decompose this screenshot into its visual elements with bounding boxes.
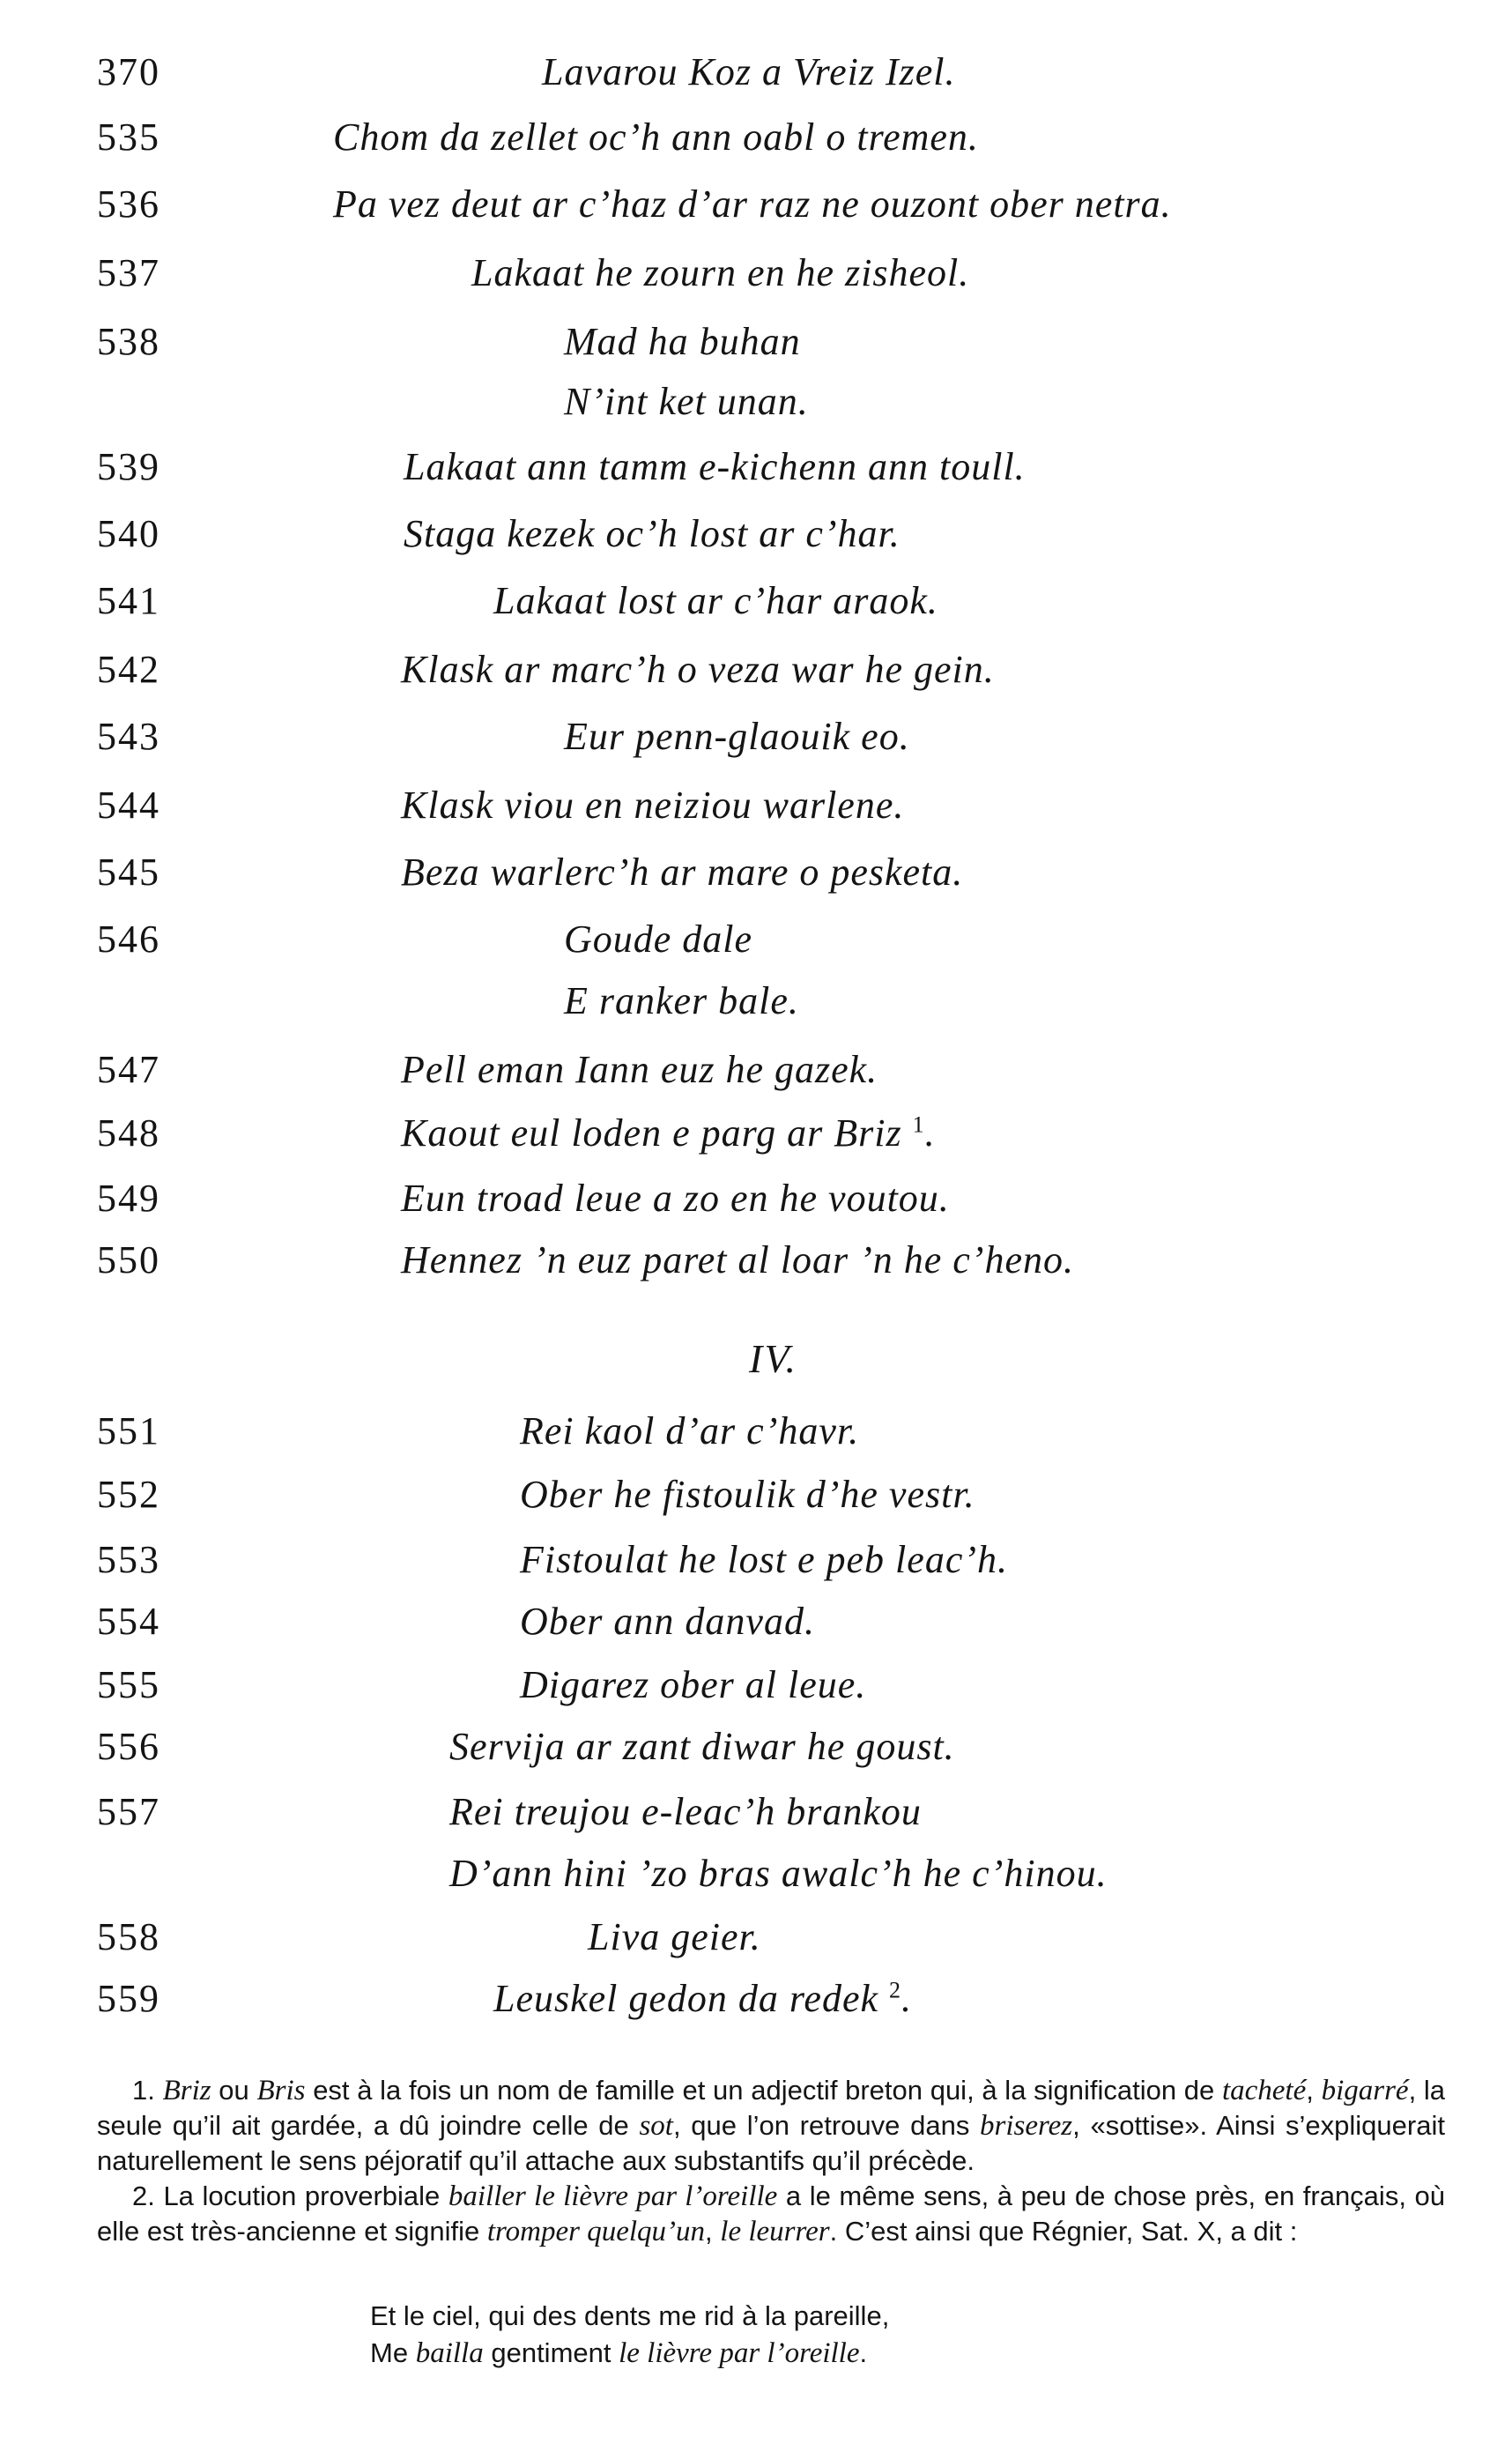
verse-line — [0, 435, 1512, 499]
verse-text — [401, 1038, 878, 1102]
verse-text — [564, 908, 752, 971]
verse-words: Pa vez deut ar c’haz d’ar raz ne ouzont ober netra. — [333, 182, 1172, 226]
verse-text — [493, 569, 938, 633]
verse-line — [0, 310, 1512, 374]
verse-line — [0, 969, 1512, 1033]
footnotes — [97, 2073, 1445, 2249]
verse-text — [564, 310, 801, 374]
verse-number: 552 — [97, 1473, 160, 1516]
verse-words: Chom da zellet oc’h ann oabl o tremen. — [333, 115, 979, 159]
verse-words: Liva geier. — [588, 1915, 761, 1958]
verse-number: 370 — [97, 50, 160, 93]
verse-number: 547 — [97, 1048, 160, 1091]
verse-words: Servija ar zant diwar he goust. — [449, 1725, 955, 1768]
verse-line — [0, 173, 1512, 236]
verse-line — [0, 502, 1512, 566]
verse-number: 550 — [97, 1238, 160, 1282]
verse-words: Digarez ober al leue. — [520, 1663, 867, 1706]
verse-words: Lakaat lost ar c’har araok. — [493, 579, 938, 622]
verse-words: Leuskel gedon da redek — [493, 1977, 879, 2020]
footnote-quote-line-2: Me bailla gentiment le lièvre par l’oreille. — [370, 2337, 868, 2369]
verse-words: Klask viou en neiziou warlene. — [401, 784, 905, 827]
verse-number: 543 — [97, 715, 160, 758]
verse-words: Pell eman Iann euz he gazek. — [401, 1048, 878, 1091]
verse-text — [564, 705, 910, 769]
verse-number: 553 — [97, 1538, 160, 1581]
verse-words: Eun troad leue a zo en he voutou. — [401, 1177, 950, 1220]
verse-line — [0, 370, 1512, 434]
verse-words: Kaout eul loden e parg ar Briz — [401, 1111, 902, 1155]
verse-number: 544 — [97, 784, 160, 827]
verse-number: 540 — [97, 512, 160, 555]
verse-text — [401, 841, 963, 904]
verse-text — [520, 1653, 866, 1717]
verse-text — [564, 370, 809, 434]
verse-text — [333, 106, 979, 169]
verse-text — [471, 241, 969, 305]
verse-words: E ranker bale. — [564, 979, 799, 1022]
verse-number: 542 — [97, 648, 160, 691]
verse-line — [0, 841, 1512, 904]
verse-line — [0, 1906, 1512, 1969]
verse-line — [0, 1528, 1512, 1592]
verse-text — [449, 1842, 1108, 1906]
verse-line — [0, 1842, 1512, 1906]
verse-text — [401, 638, 995, 702]
verse-words: Goude dale — [564, 917, 753, 961]
verse-line — [0, 1780, 1512, 1844]
verse-number: 557 — [97, 1790, 160, 1833]
verse-line — [0, 1967, 1512, 2031]
verse-line — [0, 1715, 1512, 1779]
verse-punctuation: . — [901, 1977, 913, 2020]
verse-words: Mad ha buhan — [564, 320, 801, 363]
verse-number: 554 — [97, 1600, 160, 1643]
verse-line — [0, 569, 1512, 633]
footnote-marker: 1 — [912, 1111, 925, 1138]
verse-line — [0, 1102, 1512, 1165]
verse-words: Eur penn-glaouik eo. — [564, 715, 910, 758]
verse-words: Klask ar marc’h o veza war he gein. — [401, 648, 995, 691]
footnote-quote-line-1: Et le ciel, qui des dents me rid à la pareille, — [370, 2300, 890, 2331]
verse-number: 545 — [97, 851, 160, 894]
verse-line — [0, 1590, 1512, 1653]
verse-number: 558 — [97, 1915, 160, 1958]
verse-words: Hennez ’n euz paret al loar ’n he c’heno. — [401, 1238, 1074, 1282]
verse-text — [401, 1167, 950, 1230]
verse-line — [0, 908, 1512, 971]
verse-words: Ober ann danvad. — [520, 1600, 815, 1643]
verse-text — [401, 1102, 936, 1165]
verse-words: Rei kaol d’ar c’havr. — [520, 1409, 860, 1452]
verse-number: 541 — [97, 579, 160, 622]
verse-text — [401, 1229, 1074, 1292]
verse-text — [520, 1528, 1008, 1592]
verse-number: 555 — [97, 1663, 160, 1706]
verse-words: Rei treujou e-leac’h brankou — [449, 1790, 922, 1833]
verse-words: Fistoulat he lost e peb leac’h. — [520, 1538, 1008, 1581]
verse-line — [0, 1463, 1512, 1527]
verse-text — [449, 1715, 955, 1779]
verse-words: Lakaat ann tamm e-kichenn ann toull. — [404, 445, 1026, 488]
verse-line — [0, 1400, 1512, 1463]
verse-text — [404, 502, 901, 566]
verse-number: 559 — [97, 1977, 160, 2020]
verse-text — [401, 774, 904, 837]
footnote-2: 2. La locution proverbiale bailler le lièvre par l’oreille a le même sens, à peu de chose près, en français, où elle est très-ancienne et signifie tromper quelqu’un, le leurrer. C’est ainsi que Régnier, Sat. X, a dit : — [97, 2180, 1445, 2247]
footnote-marker: 2 — [889, 1977, 902, 2003]
verse-text — [404, 435, 1026, 499]
verse-words: Lavarou Koz a Vreiz Izel. — [542, 50, 956, 93]
verse-number: 536 — [97, 182, 160, 226]
verse-line — [0, 774, 1512, 837]
verse-number: 538 — [97, 320, 160, 363]
verse-punctuation: . — [924, 1111, 936, 1155]
verse-number: 556 — [97, 1725, 160, 1768]
verse-line — [0, 705, 1512, 769]
footnote-1: 1. Briz ou Bris est à la fois un nom de famille et un adjectif breton qui, à la signification de tacheté, bigarré, la seule qu’il ait gardée, a dû joindre celle de sot, que l’on retrouve dans briserez, «sottise». Ainsi s’expliquerait naturellement le sens péjoratif qu’il attache aux substantifs qu’il précède. — [97, 2075, 1446, 2176]
verse-text — [588, 1906, 761, 1969]
verse-text — [493, 1967, 912, 2031]
verse-number: 548 — [97, 1111, 160, 1155]
verse-line — [0, 1038, 1512, 1102]
verse-number: 546 — [97, 917, 160, 961]
verse-words: D’ann hini ’zo bras awalc’h he c’hinou. — [449, 1852, 1108, 1895]
verse-line — [0, 638, 1512, 702]
verse-number: 535 — [97, 115, 160, 159]
verse-text — [520, 1463, 975, 1527]
verse-words: Lakaat he zourn en he zisheol. — [471, 251, 970, 294]
verse-text — [333, 173, 1172, 236]
verse-text — [520, 1400, 859, 1463]
verse-text — [542, 41, 955, 104]
verse-number: 537 — [97, 251, 160, 294]
verse-line — [0, 1653, 1512, 1717]
verse-number: 549 — [97, 1177, 160, 1220]
verse-words: N’int ket unan. — [564, 380, 809, 423]
verse-line — [0, 241, 1512, 305]
verse-number: 551 — [97, 1409, 160, 1452]
verse-line — [0, 1167, 1512, 1230]
verse-text — [449, 1780, 922, 1844]
verse-number: 539 — [97, 445, 160, 488]
verse-text — [564, 969, 799, 1033]
verse-words: Ober he fistoulik d’he vestr. — [520, 1473, 975, 1516]
verse-line — [0, 106, 1512, 169]
verse-words: Staga kezek oc’h lost ar c’har. — [404, 512, 901, 555]
verse-text — [520, 1590, 815, 1653]
verse-words: Beza warlerc’h ar mare o pesketa. — [401, 851, 964, 894]
section-heading: IV. — [749, 1336, 797, 1381]
verse-line — [0, 41, 1512, 104]
verse-line — [0, 1229, 1512, 1292]
